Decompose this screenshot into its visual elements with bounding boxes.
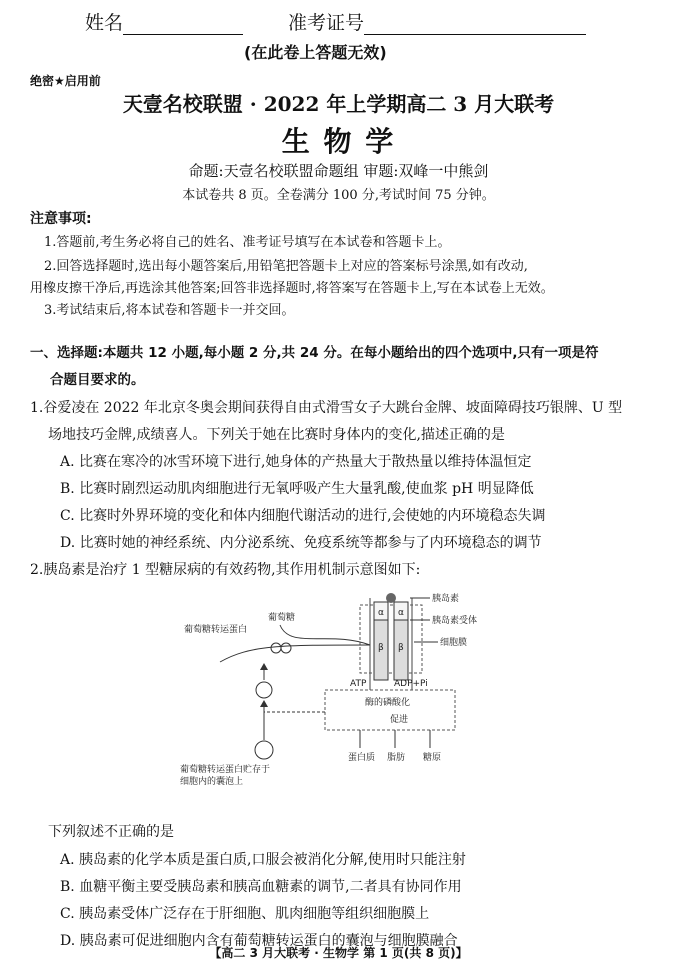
membrane-curve xyxy=(220,645,370,662)
note-item: 3.考试结束后,将本试卷和答题卡一并交回。 xyxy=(44,303,295,318)
vesicle-label: 葡萄糖转运蛋白贮存于 xyxy=(180,765,271,775)
q2-option-d: D. 胰岛素可促进细胞内含有葡萄糖转运蛋白的囊泡与细胞膜融合 xyxy=(60,933,458,949)
transporter-label: 葡萄糖转运蛋白 xyxy=(184,625,248,635)
glycogen-label: 糖原 xyxy=(423,753,442,763)
secret-label: 绝密★启用前 xyxy=(30,74,101,88)
beta-label: β xyxy=(378,643,384,653)
q1-option-a: A. 比赛在寒冷的冰雪环境下进行,她身体的产热量大于散热量以维持体温恒定 xyxy=(60,454,532,470)
name-label: 姓名 xyxy=(85,12,124,34)
q1-stem-cont: 场地技巧金牌,成绩喜人。下列关于她在比赛时身体内的变化,描述正确的是 xyxy=(48,427,505,443)
atp-label: ATP xyxy=(350,679,367,689)
insulin-molecule xyxy=(386,593,396,603)
exam-id-blank xyxy=(364,16,586,35)
arrowhead xyxy=(260,663,268,670)
glucose-path xyxy=(280,625,370,645)
q2-option-c: C. 胰岛素受体广泛存在于肝细胞、肌肉细胞等组织细胞膜上 xyxy=(60,906,430,922)
authors-line: 命题:天壹名校联盟命题组 审题:双峰一中熊剑 xyxy=(188,162,489,180)
transporter-protein xyxy=(281,643,291,653)
beta-label: β xyxy=(398,643,404,653)
section-heading-cont: 合题目要求的。 xyxy=(50,372,145,388)
phosph-label: 酶的磷酸化 xyxy=(365,698,411,708)
vesicle xyxy=(256,682,272,698)
q1-stem: 1.谷爱凌在 2022 年北京冬奥会期间获得自由式滑雪女子大跳台金牌、坡面障碍技巧银牌、U 型 xyxy=(30,400,623,416)
receptor-dashed-box xyxy=(360,605,422,673)
vesicle-label: 细胞内的囊泡上 xyxy=(180,777,244,787)
page-footer: 【高二 3 月大联考 · 生物学 第 1 页(共 8 页)】 xyxy=(209,946,468,960)
fat-label: 脂肪 xyxy=(387,753,406,763)
note-item: 用橡皮擦干净后,再选涂其他答案;回答非选择题时,将答案写在答题卡上,写在本试卷上无效。 xyxy=(30,281,554,296)
receptor-label: 胰岛素受体 xyxy=(432,616,478,626)
section-heading: 一、选择题:本题共 12 小题,每小题 2 分,共 24 分。在每小题给出的四个选项中,只有一项是符 xyxy=(30,345,599,361)
notes-heading: 注意事项: xyxy=(30,211,92,227)
adp-label: ADP+Pi xyxy=(394,679,428,689)
insulin-mechanism-diagram xyxy=(180,590,500,805)
glucose-label: 葡萄糖 xyxy=(268,613,296,623)
name-field xyxy=(85,8,243,35)
exam-info: 本试卷共 8 页。全卷满分 100 分,考试时间 75 分钟。 xyxy=(182,188,495,203)
q2-stem: 2.胰岛素是治疗 1 型糖尿病的有效药物,其作用机制示意图如下: xyxy=(30,562,421,578)
q2-option-a: A. 胰岛素的化学本质是蛋白质,口服会被消化分解,使用时只能注射 xyxy=(60,852,466,868)
q2-question: 下列叙述不正确的是 xyxy=(48,824,174,840)
subject-title: 生 物 学 xyxy=(281,125,396,158)
vesicle xyxy=(255,741,273,759)
membrane-label: 细胞膜 xyxy=(440,638,468,648)
q1-option-b: B. 比赛时剧烈运动肌肉细胞进行无氧呼吸产生大量乳酸,使血浆 pH 明显降低 xyxy=(60,481,534,497)
alpha-label: α xyxy=(378,608,384,618)
promote-label: 促进 xyxy=(390,715,409,725)
page-title: 天壹名校联盟 · 2022 年上学期高二 3 月大联考 xyxy=(122,92,555,116)
q1-option-d: D. 比赛时她的神经系统、内分泌系统、免疫系统等都参与了内环境稳态的调节 xyxy=(60,535,542,551)
note-item: 2.回答选择题时,选出每小题答案后,用铅笔把答题卡上对应的答案标号涂黑,如有改动, xyxy=(44,259,528,274)
q1-option-c: C. 比赛时外界环境的变化和体内细胞代谢活动的进行,会使她的内环境稳态失调 xyxy=(60,508,546,524)
transporter-protein xyxy=(271,643,281,653)
insulin-label: 胰岛素 xyxy=(432,594,460,604)
arrowhead xyxy=(260,700,268,707)
invalid-note: (在此卷上答题无效) xyxy=(244,43,387,62)
exam-id-label: 准考证号 xyxy=(288,12,365,34)
q2-option-b: B. 血糖平衡主要受胰岛素和胰高血糖素的调节,二者具有协同作用 xyxy=(60,879,462,895)
alpha-label: α xyxy=(398,608,404,618)
note-item: 1.答题前,考生务必将自己的姓名、准考证号填写在本试卷和答题卡上。 xyxy=(44,235,451,250)
name-blank xyxy=(123,16,243,35)
protein-label: 蛋白质 xyxy=(348,753,376,763)
exam-id-field xyxy=(288,8,586,35)
